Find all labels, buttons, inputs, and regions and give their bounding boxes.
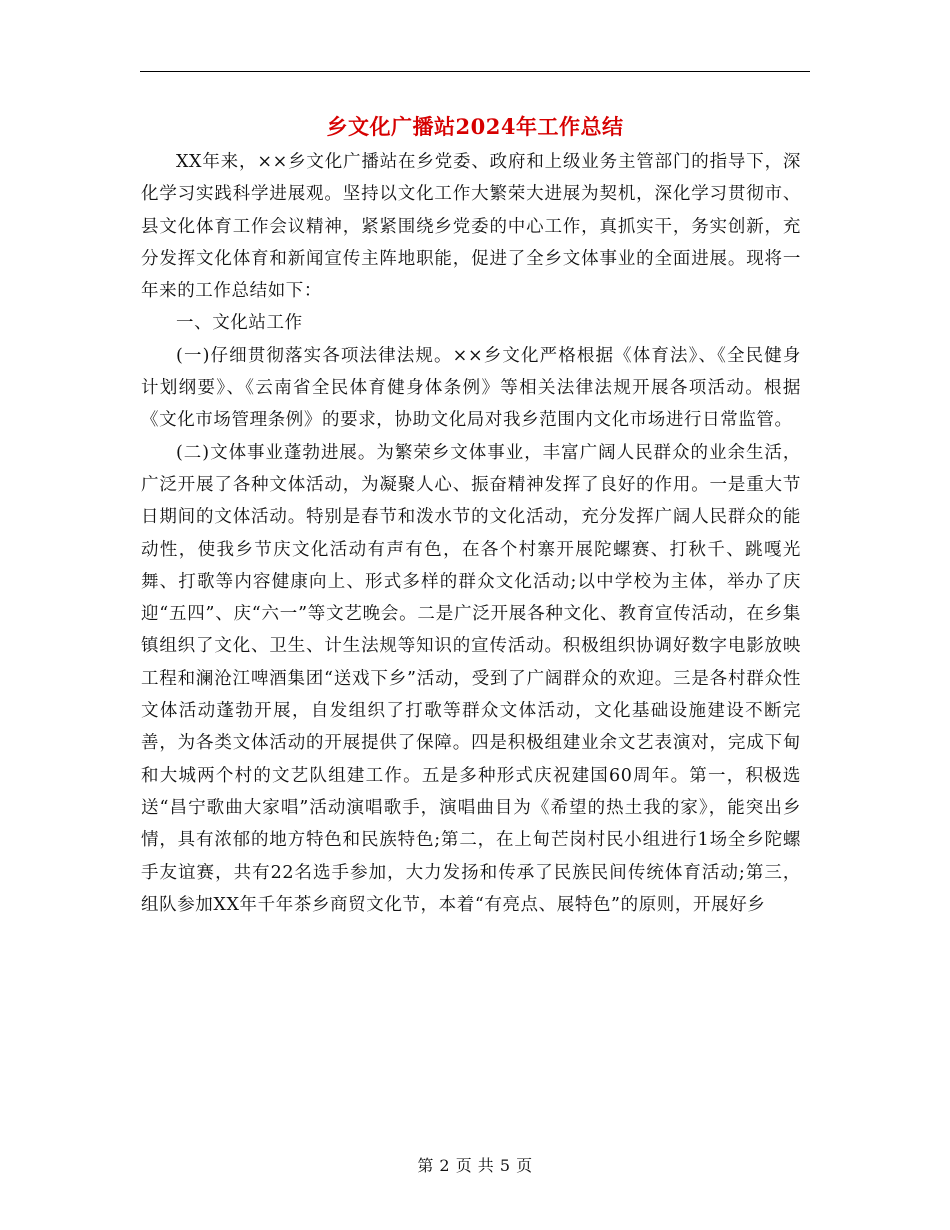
document-title: 乡文化广播站2024年工作总结: [326, 114, 624, 139]
intro-paragraph: XX年来，××乡文化广播站在乡党委、政府和上级业务主管部门的指导下，深化学习实践科学进展观。坚持以文化工作大繁荣大进展为契机，深化学习贯彻市、县文化体育工作会议精神，紧紧围绕乡党委的中心工作，真抓实干，务实创新，充分发挥文化体育和新闻宣传主阵地职能，促进了全乡文体事业的全面进展。现将一年来的工作总结如下：: [141, 152, 801, 302]
header-rule: [140, 71, 810, 72]
subsection-paragraph-1: (一)仔细贯彻落实各项法律法规。××乡文化严格根据《体育法》、《全民健身计划纲要》、《云南省全民体育健身体条例》等相关法律法规开展各项活动。根据《文化市场管理条例》的要求，协助文化局对我乡范围内文化市场进行日常监管。: [141, 345, 801, 431]
page-number: 第 2 页 共 5 页: [417, 1156, 533, 1175]
subsection-paragraph-2: (二)文体事业蓬勃进展。为繁荣乡文体事业，丰富广阔人民群众的业余生活，广泛开展了各种文体活动，为凝聚人心、振奋精神发挥了良好的作用。一是重大节日期间的文体活动。特别是春节和泼水节的文化活动，充分发挥广阔人民群众的能动性，使我乡节庆文化活动有声有色，在各个村寨开展陀螺赛、打秋千、跳嘎光舞、打歌等内容健康向上、形式多样的群众文化活动;以中学校为主体，举办了庆迎“五四”、庆“六一”等文艺晚会。二是广泛开展各种文化、教育宣传活动，在乡集镇组织了文化、卫生、计生法规等知识的宣传活动。积极组织协调好数字电影放映工程和澜沧江啤酒集团“送戏下乡”活动，受到了广阔群众的欢迎。三是各村群众性文体活动蓬勃开展，自发组织了打歌等群众文体活动，文化基础设施建设不断完善，为各类文体活动的开展提供了保障。四是积极组建业余文艺表演对，完成下甸和大城两个村的文艺队组建工作。五是多种形式庆祝建国60周年。第一，积极选送“昌宁歌曲大家唱”活动演唱歌手，演唱曲目为《希望的热土我的家》，能突出乡情，具有浓郁的地方特色和民族特色;第二，在上甸芒岗村民小组进行1场全乡陀螺手友谊赛，共有22名选手参加，大力发扬和传承了民族民间传统体育活动;第三，组队参加XX年千年茶乡商贸文化节，本着“有亮点、展特色”的原则，开展好乡: [141, 442, 801, 915]
document-body: [141, 146, 801, 921]
section-heading: 一、文化站工作: [176, 313, 303, 334]
